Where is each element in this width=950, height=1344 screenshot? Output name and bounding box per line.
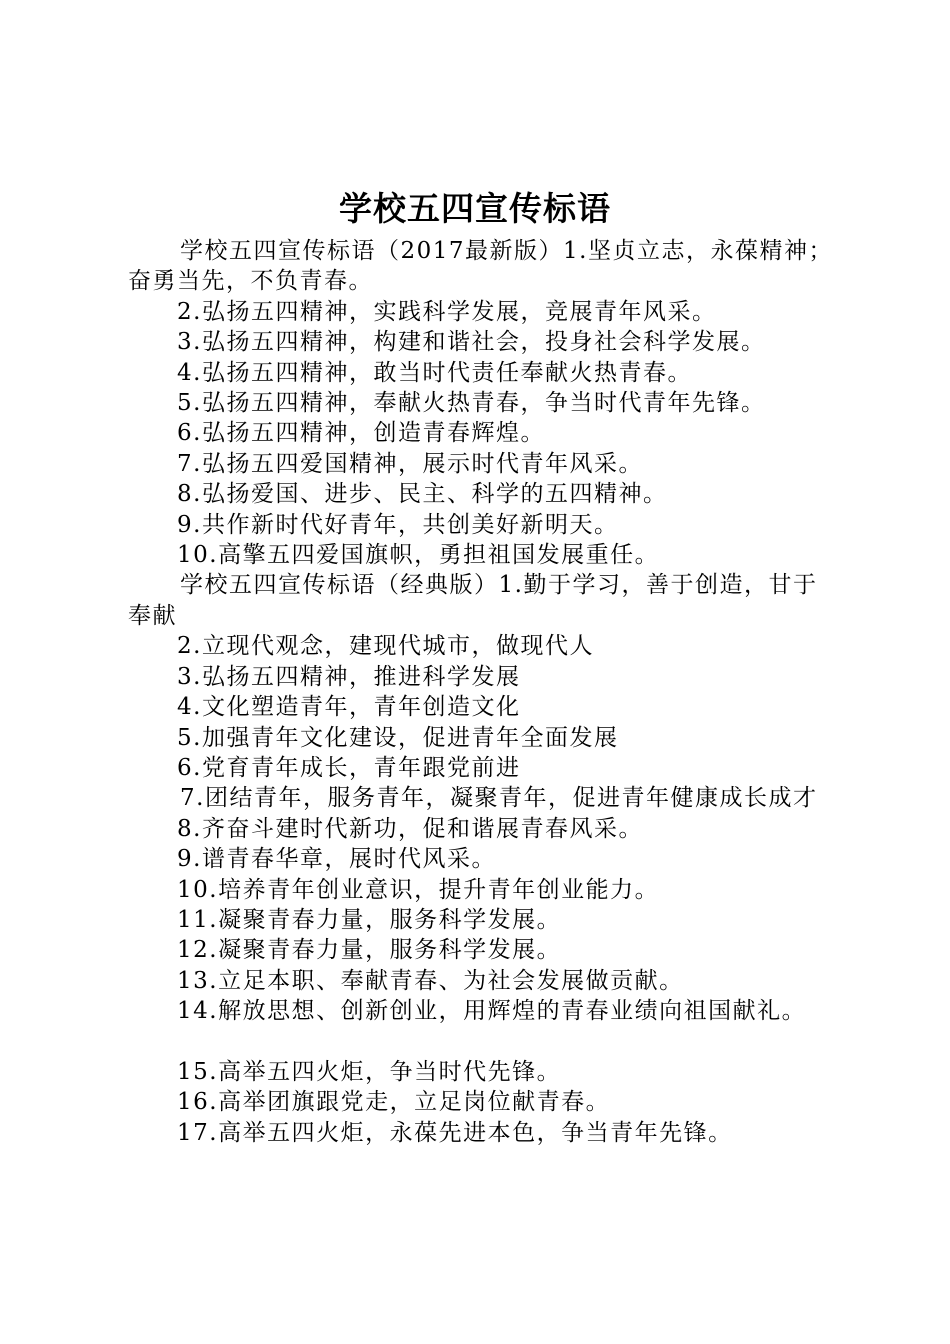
document-body: [128, 236, 840, 1148]
slogan-classic-12: 12.凝聚青春力量，服务科学发展。: [177, 937, 562, 964]
slogan-2017-3: 3.弘扬五四精神，构建和谐社会，投身社会科学发展。: [177, 329, 766, 356]
slogan-classic-8: 8.齐奋斗建时代新功，促和谐展青春风采。: [177, 815, 643, 842]
slogan-classic-2: 2.立现代观念，建现代城市，做现代人: [177, 633, 594, 660]
slogan-classic-14: 14.解放思想、创新创业，用辉煌的青春业绩向祖国献礼。: [177, 998, 807, 1025]
document-title: 学校五四宣传标语: [339, 189, 611, 228]
blank-line: [128, 1027, 840, 1057]
slogan-2017-8: 8.弘扬爱国、进步、民主、科学的五四精神。: [177, 481, 668, 508]
slogan-classic-4: 4.文化塑造青年，青年创造文化: [177, 694, 521, 721]
slogan-2017-10: 10.高擎五四爱国旗帜，勇担祖国发展重任。: [177, 542, 660, 569]
slogan-classic-13: 13.立足本职、奉献青春、为社会发展做贡献。: [177, 967, 684, 994]
slogan-2017-5: 5.弘扬五四精神，奉献火热青春，争当时代青年先锋。: [177, 390, 766, 417]
slogan-classic-5: 5.加强青年文化建设，促进青年全面发展: [177, 724, 619, 751]
slogan-classic-15: 15.高举五四火炬，争当时代先锋。: [177, 1058, 562, 1085]
slogan-classic-16: 16.高举团旗跟党走，立足岗位献青春。: [177, 1089, 611, 1116]
slogan-classic-9: 9.谱青春华章，展时代风采。: [177, 846, 496, 873]
slogan-classic-7: 7.团结青年，服务青年，凝聚青年，促进青年健康成长成才: [180, 785, 818, 812]
slogan-2017-7: 7.弘扬五四爱国精神，展示时代青年风采。: [177, 450, 643, 477]
slogan-2017-6: 6.弘扬五四精神，创造青春辉煌。: [177, 420, 545, 447]
slogan-classic-10: 10.培养青年创业意识，提升青年创业能力。: [177, 876, 660, 903]
slogan-classic-3: 3.弘扬五四精神，推进科学发展: [177, 663, 521, 690]
slogan-classic-17: 17.高举五四火炬，永葆先进本色，争当青年先锋。: [177, 1119, 733, 1146]
paragraph-intro-classic: 学校五四宣传标语（经典版）1.勤于学习，善于创造，甘于奉献: [128, 572, 818, 629]
paragraph-intro-2017: 学校五四宣传标语（2017最新版）1.坚贞立志，永葆精神；奋勇当先，不负青春。: [128, 238, 833, 295]
slogan-2017-2: 2.弘扬五四精神，实践科学发展，竞展青年风采。: [177, 298, 717, 325]
slogan-2017-4: 4.弘扬五四精神，敢当时代责任奉献火热青春。: [177, 359, 692, 386]
slogan-2017-9: 9.共作新时代好青年，共创美好新明天。: [177, 511, 619, 538]
slogan-classic-11: 11.凝聚青春力量，服务科学发展。: [177, 906, 562, 933]
slogan-classic-6: 6.党育青年成长，青年跟党前进: [177, 754, 521, 781]
